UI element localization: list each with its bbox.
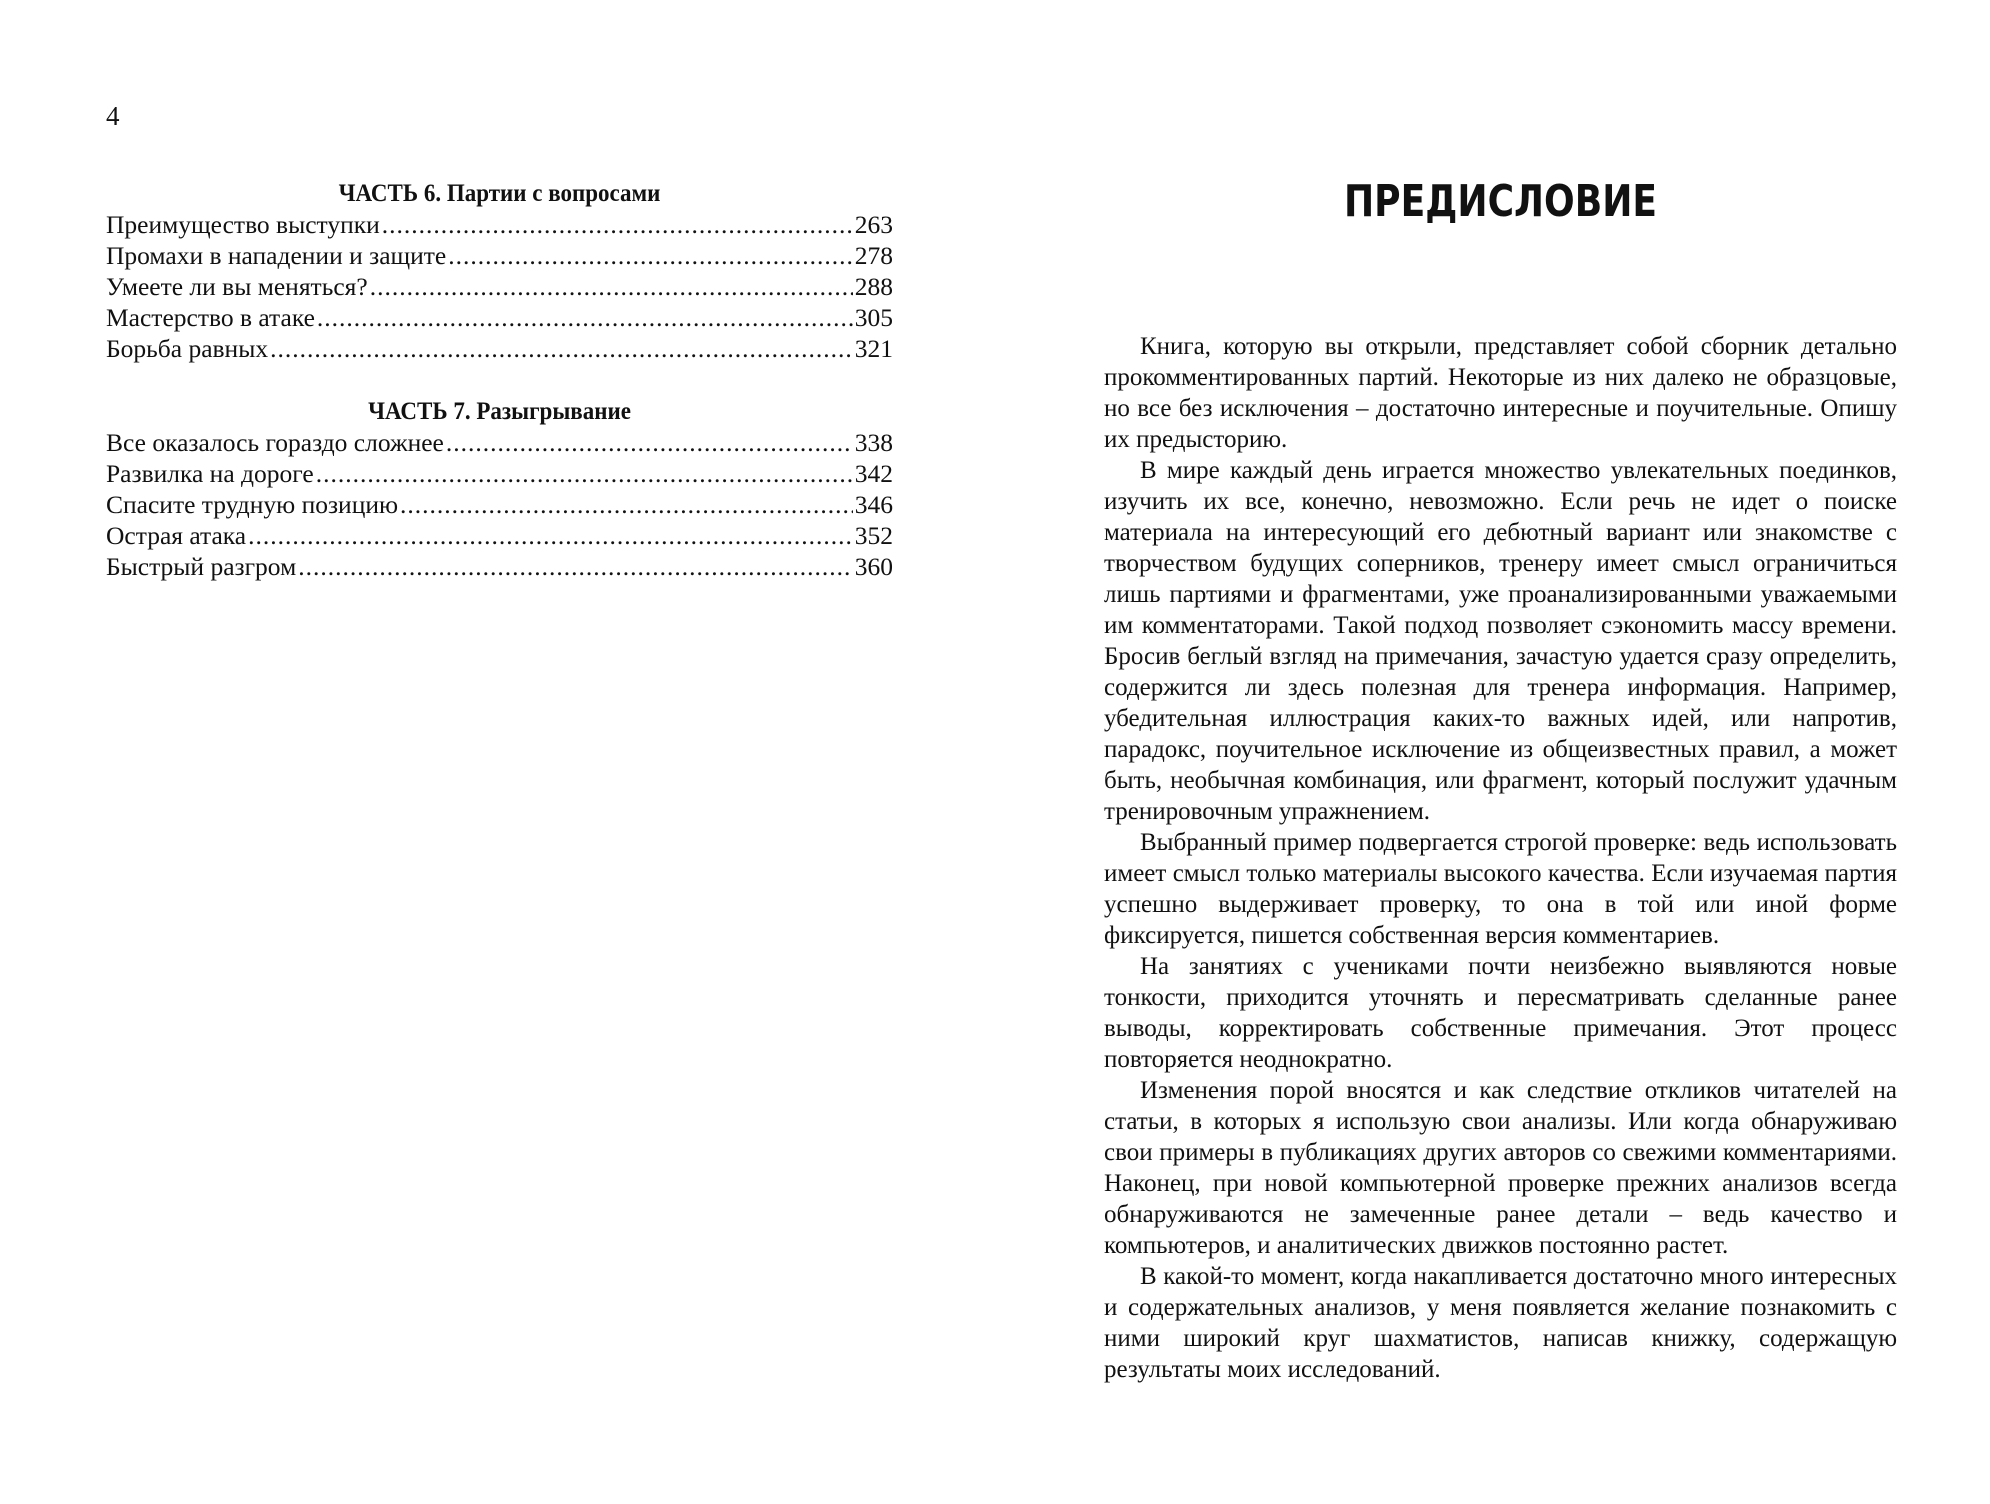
toc-entry[interactable] bbox=[106, 271, 893, 302]
toc-leader-dots bbox=[248, 520, 853, 551]
toc-entry-title: Промахи в нападении и защите bbox=[106, 241, 447, 270]
toc-entry[interactable] bbox=[106, 333, 893, 364]
paragraph: В мире каждый день играется множество увлекательных поединков, изучить их все, конечно, невозможно. Если речь не идет о поиске материала на интересующий его дебютный вариант или знакомстве с творчеством будущих соперников, тренеру имеет смысл ограничиться лишь партиями и фрагментами, уже проанализированными уважаемыми им комментаторами. Такой подход позволяет сэкономить массу времени. Бросив беглый взгляд на примечания, зачастую удается сразу определить, содержится ли здесь полезная для тренера информация. Например, убедительная иллюстрация каких-то важных идей, или напротив, парадокс, поучительное исключение из общеизвестных правил, а может быть, необычная комбинация, или фрагмент, который послужит удачным тренировочным упражнением. bbox=[1104, 457, 1897, 825]
paragraph: На занятиях с учениками почти неизбежно выявляются новые тонкости, приходится уточнять и пересматривать сделанные ранее выводы, корректировать собственные примечания. Этот процесс повторяется неоднократно. bbox=[1104, 953, 1897, 1073]
toc-entry-title: Все оказалось гораздо сложнее bbox=[106, 428, 444, 457]
toc-leader-dots bbox=[446, 427, 853, 458]
toc-leader-dots bbox=[448, 240, 852, 271]
toc-entry-title: Развилка на дороге bbox=[106, 459, 314, 488]
toc-entry-page: 342 bbox=[854, 459, 893, 488]
toc-entry[interactable] bbox=[106, 520, 893, 551]
toc-entry-title: Преимущество выступки bbox=[106, 210, 380, 239]
toc-entry-page: 352 bbox=[854, 521, 893, 550]
toc-entry-title: Быстрый разгром bbox=[106, 552, 297, 581]
preface-body bbox=[1104, 331, 1897, 1385]
toc-leader-dots bbox=[400, 489, 853, 520]
toc-section-heading: ЧАСТЬ 6. Партии с вопросами bbox=[338, 180, 661, 207]
toc-leader-dots bbox=[317, 302, 853, 333]
toc-section-part-7 bbox=[106, 396, 893, 582]
paragraph: В какой-то момент, когда накапливается достаточно много интересных и содержательных анализов, у меня появляется желание познакомить с ними широкий круг шахматистов, написав книжку, содержащую результаты моих исследований. bbox=[1104, 1263, 1897, 1383]
toc-leader-dots bbox=[382, 209, 853, 240]
toc-entry[interactable] bbox=[106, 302, 893, 333]
toc-entry-page: 321 bbox=[854, 334, 893, 363]
toc-leader-dots bbox=[316, 458, 853, 489]
toc-entry[interactable] bbox=[106, 551, 893, 582]
paragraph: Изменения порой вносятся и как следствие откликов читателей на статьи, в которых я использую свои анализы. Или когда обнаруживаю свои примеры в публикациях других авторов со свежими комментариями. Наконец, при новой компьютерной проверке прежних анализов всегда обнаруживаются не замеченные ранее детали – ведь качество и компьютеров, и аналитических движков постоянно растет. bbox=[1104, 1077, 1897, 1259]
toc-entry-page: 288 bbox=[854, 272, 893, 301]
toc-entry-title: Умеете ли вы меняться? bbox=[106, 272, 368, 301]
toc-entry-title: Острая атака bbox=[106, 521, 247, 550]
toc-entry-title: Мастерство в атаке bbox=[106, 303, 315, 332]
paragraph: Выбранный пример подвергается строгой проверке: ведь использовать имеет смысл только материалы высокого качества. Если изучаемая партия успешно выдерживает проверку, то она в той или иной форме фиксируется, пишется собственная версия комментариев. bbox=[1104, 829, 1897, 949]
toc-entry[interactable] bbox=[106, 458, 893, 489]
toc-leader-dots bbox=[370, 271, 853, 302]
toc-section-part-6 bbox=[106, 178, 893, 364]
toc-entry-page: 346 bbox=[854, 490, 893, 519]
toc-entry-page: 263 bbox=[854, 210, 893, 239]
toc-entry[interactable] bbox=[106, 427, 893, 458]
toc-leader-dots bbox=[298, 551, 853, 582]
toc-entry[interactable] bbox=[106, 240, 893, 271]
toc-entry-page: 305 bbox=[854, 303, 893, 332]
toc-leader-dots bbox=[270, 333, 853, 364]
paragraph: Книга, которую вы открыли, представляет собой сборник детально прокомментированных партий. Некоторые из них далеко не образцовые, но все без исключения – достаточно интересные и поучительные. Опишу их предысторию. bbox=[1104, 333, 1897, 453]
toc-entry[interactable] bbox=[106, 489, 893, 520]
table-of-contents bbox=[106, 178, 893, 582]
toc-entry-title: Борьба равных bbox=[106, 334, 269, 363]
page-number: 4 bbox=[106, 101, 120, 131]
toc-entry-page: 278 bbox=[854, 241, 893, 270]
toc-section-heading: ЧАСТЬ 7. Разыгрывание bbox=[368, 398, 631, 425]
toc-entry-page: 360 bbox=[854, 552, 893, 581]
toc-entry-title: Спасите трудную позицию bbox=[106, 490, 399, 519]
section-spacer bbox=[106, 364, 893, 396]
toc-entry[interactable] bbox=[106, 209, 893, 240]
toc-entry-page: 338 bbox=[854, 428, 893, 457]
chapter-title: ПРЕДИСЛОВИЕ bbox=[1343, 176, 1658, 227]
